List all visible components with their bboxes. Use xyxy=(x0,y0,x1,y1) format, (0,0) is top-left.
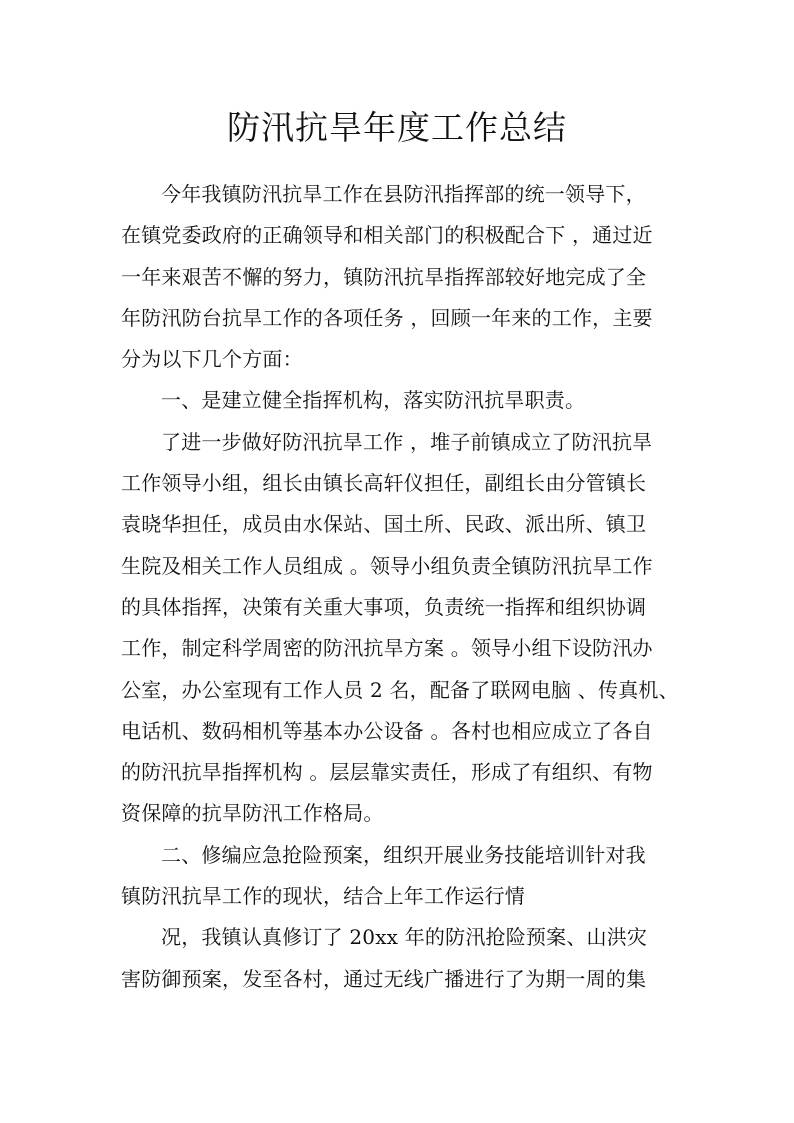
text-line: 况，我镇认真修订了 20xx 年的防汛抢险预案、山洪灾 xyxy=(161,925,648,950)
text-line: 的具体指挥，决策有关重大事项，负责统一指挥和组织协调 xyxy=(121,594,647,619)
text-line: 今年我镇防汛抗旱工作在县防汛指挥部的统一领导下， xyxy=(161,182,646,206)
document-body xyxy=(121,174,681,1000)
text-line: 了进一步做好防汛抗旱工作 ，堆子前镇成立了防汛抗旱 xyxy=(161,429,653,454)
text-line: 工作领导小组，组长由镇长高轩仪担任，副组长由分管镇长 xyxy=(121,471,647,496)
text-line: 工作，制定科学周密的防汛抗旱方案 。领导小组下设防汛办 xyxy=(121,636,653,661)
text-line: 在镇党委政府的正确领导和相关部门的积极配合下 ，通过近 xyxy=(121,223,653,248)
text-line: 生院及相关工作人员组成 。领导小组负责全镇防汛抗旱工作 xyxy=(121,553,653,578)
text-line: 的防汛抗旱指挥机构 。层层靠实责任，形成了有组织、有物 xyxy=(121,760,653,785)
text-line: 年防汛防台抗旱工作的各项任务 ，回顾一年来的工作，主要 xyxy=(121,305,653,330)
text-line: 镇防汛抗旱工作的现状，结合上年工作运行情 xyxy=(121,884,525,909)
document-title: 防汛抗旱年度工作总结 xyxy=(227,108,567,147)
text-line: 袁晓华担任，成员由水保站、国土所、民政、派出所、镇卫 xyxy=(121,512,647,537)
section-heading-1: 一、是建立健全指挥机构，落实防汛抗旱职责。 xyxy=(161,388,586,413)
section-heading-2: 二、修编应急抢险预案，组织开展业务技能培训针对我 xyxy=(161,842,646,867)
text-line: 资保障的抗旱防汛工作格局。 xyxy=(121,801,384,826)
text-line: 害防御预案，发至各村，通过无线广播进行了为期一周的集 xyxy=(121,966,647,991)
text-line: 分为以下几个方面： xyxy=(121,347,303,372)
text-line: 电话机、数码相机等基本办公设备 。各村也相应成立了各自 xyxy=(121,718,653,743)
text-line: 公室，办公室现有工作人员 2 名，配备了联网电脑 、传真机、 xyxy=(121,677,679,702)
text-line: 一年来艰苦不懈的努力，镇防汛抗旱指挥部较好地完成了全 xyxy=(121,264,647,289)
